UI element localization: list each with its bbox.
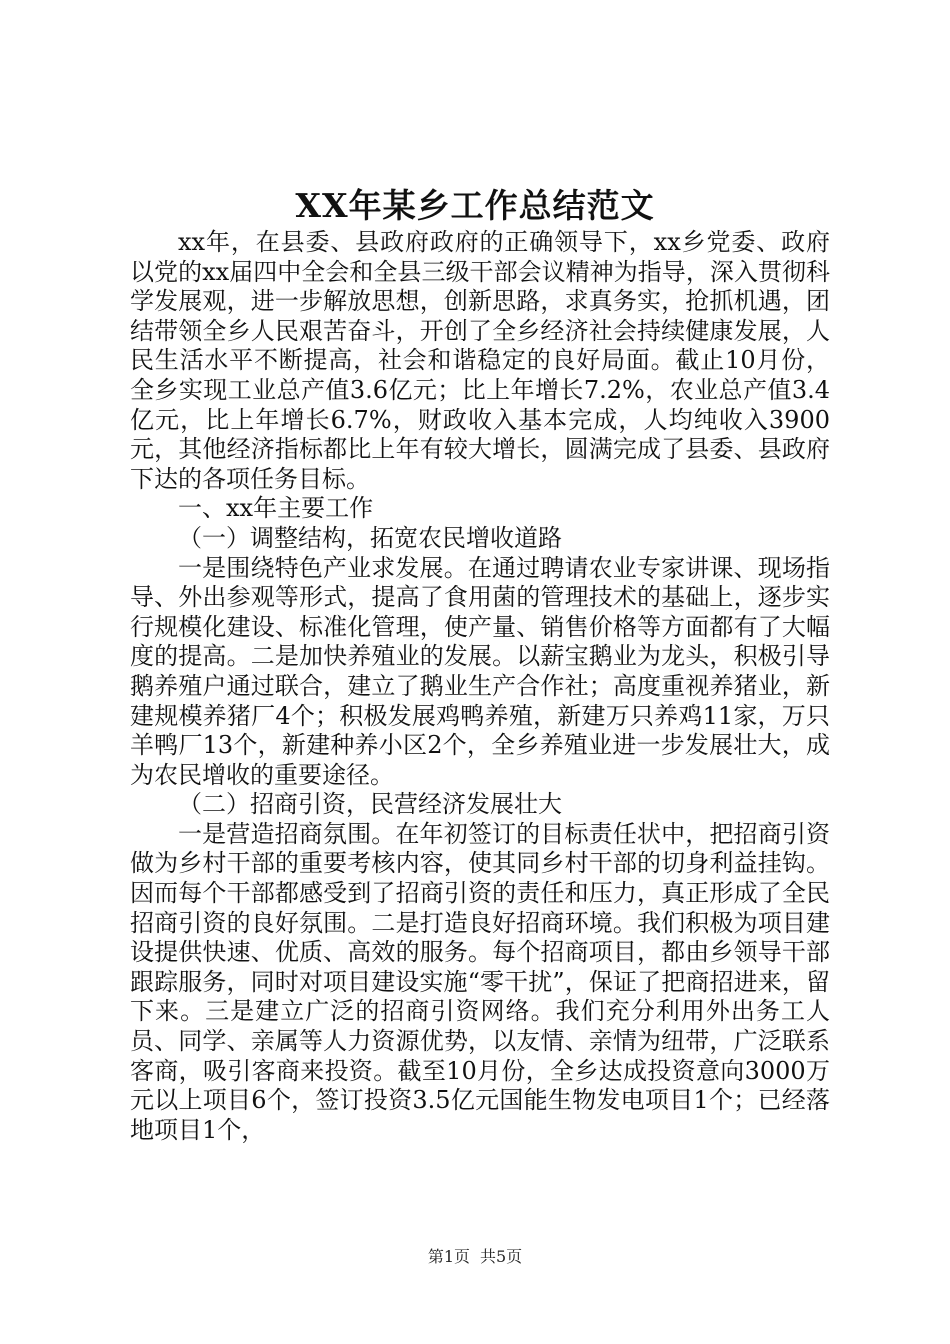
page-number-current: 第1页 — [427, 1247, 470, 1266]
paragraph-investment: 一是营造招商氛围。在年初签订的目标责任状中，把招商引资做为乡村干部的重要考核内容，使其同乡村干部的切身利益挂钩。因而每个干部都感受到了招商引资的责任和压力，真正形成了全民招商引资的良好氛围。二是打造良好招商环境。我们积极为项目建设提供快速、优质、高效的服务。每个招商项目，都由乡领导干部跟踪服务，同时对项目建设实施“零干扰”，保证了把商招进来，留下来。三是建立广泛的招商引资网络。我们充分利用外出务工人员、同学、亲属等人力资源优势，以友情、亲情为纽带，广泛联系客商，吸引客商来投资。截至10月份，全乡达成投资意向3000万元以上项目6个，签订投资3.5亿元国能生物发电项目1个；已经落地项目1个， — [130, 819, 830, 1144]
subsection-heading-structure: （一）调整结构，拓宽农民增收道路 — [178, 523, 562, 552]
page-number-total: 共5页 — [480, 1247, 523, 1266]
subsection-heading-investment: （二）招商引资，民营经济发展壮大 — [178, 790, 562, 819]
section-heading-main-work: 一、xx年主要工作 — [178, 494, 374, 523]
paragraph-intro: xx年，在县委、县政府政府的正确领导下，xx乡党委、政府以党的xx届四中全会和全县三级干部会议精神为指导，深入贯彻科学发展观，进一步解放思想，创新思路，求真务实，抢抓机遇，团结带领全乡人民艰苦奋斗，开创了全乡经济社会持续健康发展，人民生活水平不断提高，社会和谐稳定的良好局面。截止10月份，全乡实现工业总产值3.6亿元；比上年增长7.2%，农业总产值3.4亿元，比上年增长6.7%，财政收入基本完成，人均纯收入3900元，其他经济指标都比上年有较大增长，圆满完成了县委、县政府下达的各项任务目标。 — [130, 228, 830, 493]
paragraph-structure: 一是围绕特色产业求发展。在通过聘请农业专家讲课、现场指导、外出参观等形式，提高了食用菌的管理技术的基础上，逐步实行规模化建设、标准化管理，使产量、销售价格等方面都有了大幅度的提高。二是加快养殖业的发展。以薪宝鹅业为龙头，积极引导鹅养殖户通过联合，建立了鹅业生产合作社；高度重视养猪业，新建规模养猪厂4个；积极发展鸡鸭养殖，新建万只养鸡11家，万只羊鸭厂13个，新建种养小区2个，全乡养殖业进一步发展壮大，成为农民增收的重要途径。 — [130, 553, 830, 789]
page-footer — [0, 1247, 950, 1267]
document-title: XX年某乡工作总结范文 — [295, 186, 655, 225]
document-body — [130, 228, 830, 1145]
